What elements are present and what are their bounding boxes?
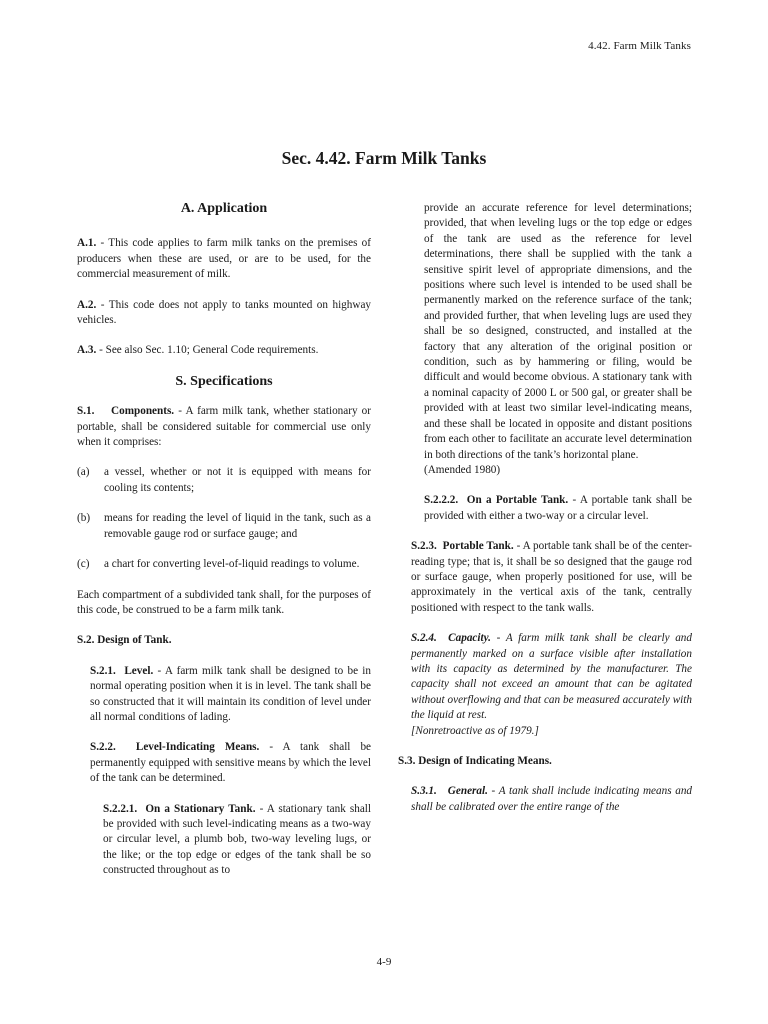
list-marker-c: (c) bbox=[77, 558, 90, 571]
label-a2: A.2. bbox=[77, 298, 97, 311]
list-item-b bbox=[77, 511, 371, 542]
text-a1: - This code applies to farm milk tanks on the premises of producers when these are used, or are to be used, for the commercial measurement of milk. bbox=[77, 237, 371, 281]
page-title: Sec. 4.42. Farm Milk Tanks bbox=[281, 148, 487, 168]
title-s24: Capacity. bbox=[448, 632, 491, 645]
list-marker-a: (a) bbox=[77, 466, 90, 479]
paragraph-a3 bbox=[77, 343, 371, 358]
paragraph-s221 bbox=[77, 802, 371, 879]
title-s221: On a Stationary Tank. bbox=[145, 802, 256, 815]
list-text-b: means for reading the level of liquid in the tank, such as a removable gauge rod or surface gauge; and bbox=[104, 512, 371, 540]
paragraph-compartment: Each compartment of a subdivided tank shall, for the purposes of this code, be construed to be a farm milk tank. bbox=[77, 588, 371, 616]
running-header: 4.42. Farm Milk Tanks bbox=[588, 40, 691, 52]
paragraph-a2 bbox=[77, 298, 371, 329]
title-s1: Components. bbox=[111, 405, 175, 418]
right-column bbox=[398, 201, 692, 815]
section-heading-application: A. Application bbox=[180, 201, 268, 216]
note-s24: [Nonretroactive as of 1979.] bbox=[411, 724, 539, 737]
text-s31: - A tank shall include indicating means and shall be calibrated over the entire range of the bbox=[411, 785, 693, 813]
paragraph-a1 bbox=[77, 236, 371, 282]
paragraph-s23 bbox=[398, 539, 692, 616]
title-s222: On a Portable Tank. bbox=[466, 494, 569, 507]
label-s21: S.2.1. bbox=[90, 664, 116, 677]
label-s31: S.3.1. bbox=[411, 785, 437, 798]
label-s24: S.2.4. bbox=[411, 632, 437, 645]
label-s1: S.1. bbox=[77, 405, 95, 418]
title-s31: General. bbox=[447, 785, 488, 798]
list-text-c: a chart for converting level-of-liquid readings to volume. bbox=[104, 558, 360, 571]
paragraph-s1 bbox=[77, 404, 371, 450]
paragraph-s31 bbox=[398, 784, 692, 815]
label-s222: S.2.2.2. bbox=[424, 494, 459, 507]
text-a2: - This code does not apply to tanks mounted on highway vehicles. bbox=[77, 298, 371, 327]
text-s22: - A tank shall be permanently equipped with sensitive means by which the level of the tank can be determined. bbox=[90, 741, 371, 785]
section-heading-specifications: S. Specifications bbox=[175, 373, 273, 389]
list-text-a: a vessel, whether or not it is equipped with means for cooling its contents; bbox=[104, 466, 371, 494]
list-marker-b: (b) bbox=[77, 512, 91, 525]
paragraph-s21 bbox=[77, 664, 371, 726]
label-a3: A.3. bbox=[77, 344, 97, 357]
subsection-heading-s3: S.3. Design of Indicating Means. bbox=[398, 755, 552, 767]
title-s23: Portable Tank. bbox=[442, 540, 514, 553]
page-number: 4-9 bbox=[376, 956, 392, 968]
text-s21: - A farm milk tank shall be designed to be in normal operating position when it is in level. The tank shall be so constructed that it will maintain its condition of level under all normal conditions of lading. bbox=[90, 664, 372, 723]
label-s221: S.2.2.1. bbox=[103, 802, 138, 815]
label-s23: S.2.3. bbox=[411, 540, 437, 553]
paragraph-s24 bbox=[398, 631, 692, 739]
text-s222: - A portable tank shall be provided with either a two-way or a circular level. bbox=[424, 494, 693, 522]
paragraph-s22 bbox=[77, 740, 371, 786]
label-a1: A.1. bbox=[77, 237, 97, 250]
text-a3: - See also Sec. 1.10; General Code requirements. bbox=[96, 344, 319, 357]
text-s221: - A stationary tank shall be provided with such level-indicating means as a two-way or circular level, a plumb bob, two-way leveling lugs, or the like; or the top edge or edges of the tank shall be so constructed throughout as to bbox=[103, 802, 371, 877]
text-s23: - A portable tank shall be of the center-reading type; that is, it shall be so designed that the gauge rod or surface gauge, when properly positioned for use, will be approximately in the vertical axis of the tank, centrally positioned with respect to the tank walls. bbox=[411, 540, 692, 614]
paragraph-s221-continued: provide an accurate reference for level determinations; provided, that when leveling lugs or the top edge or edges of the tank are used as the reference for level determinations, there shall be supplied with the tank a sensitive spirit level of appropriate dimensions, and the positions where such level is intended to be used shall be permanently marked on the reference surface of the tank; and provided further, that when leveling lugs are used they shall be so designed, constructed, and installed at the factory that any alteration of the original position or condition, such as by hammering or filing, would be difficult and would become obvious. A stationary tank with a nominal capacity of 2000 L or 500 gal, or greater shall be provided with at least two similar level-indicating means, and these shall be located in opposite and distant positions from each other to facilitate an accurate level determination in both directions of the tank’s horizontal plane. bbox=[424, 202, 692, 461]
title-s22: Level-Indicating Means. bbox=[135, 741, 260, 754]
subsection-heading-s2: S.2. Design of Tank. bbox=[77, 634, 172, 647]
title-s21: Level. bbox=[124, 664, 154, 677]
left-column bbox=[77, 201, 371, 879]
list-item-a bbox=[77, 465, 371, 496]
list-item-c bbox=[77, 557, 371, 572]
text-s24: - A farm milk tank shall be clearly and permanently marked on a surface visible after installation with its capacity as determined by the manufacturer. The capacity shall not exceed an amount that can be agitated without overflowing and that can be measured accurately with the liquid at rest. bbox=[411, 632, 692, 722]
paragraph-s222 bbox=[398, 493, 692, 524]
label-s22: S.2.2. bbox=[90, 741, 116, 754]
text-s1: - A farm milk tank, whether stationary or portable, shall be considered suitable for commercial use only when it comprises: bbox=[77, 405, 372, 449]
amended-note: (Amended 1980) bbox=[424, 463, 501, 476]
